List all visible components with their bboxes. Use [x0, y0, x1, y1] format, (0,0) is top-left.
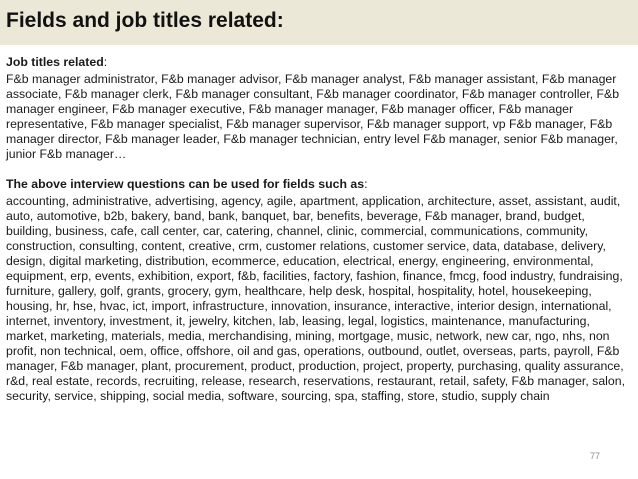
slide-title-bar: [0, 0, 638, 45]
page-number: 77: [589, 451, 600, 461]
slide-content: [6, 55, 632, 404]
job-titles-heading-colon: :: [103, 55, 108, 69]
job-titles-heading-label: Job titles related: [6, 55, 104, 69]
fields-heading-label: The above interview questions can be used for fields such as: [6, 177, 365, 191]
section-spacer: [6, 162, 632, 177]
slide-title: Fields and job titles related:: [6, 9, 284, 32]
fields-heading-colon: :: [364, 177, 368, 191]
job-titles-heading: [6, 55, 632, 70]
fields-heading: [6, 177, 632, 192]
job-titles-text: F&b manager administrator, F&b manager advisor, F&b manager analyst, F&b manager assistant, F&b manager associate, F&b manager clerk, F&b manager consultant, F&b manager coordinator, F&b manager controller, F&b manager engineer, F&b manager executive, F&b manager manager, F&b manager officer, F&b manager representative, F&b manager specialist, F&b manager supervisor, F&b manager support, vp F&b manager, F&b manager director, F&b manager leader, F&b manager technician, entry level F&b manager, senior F&b manager, junior F&b manager…: [6, 72, 620, 161]
fields-text: accounting, administrative, advertising, agency, agile, apartment, application, architecture, asset, assistant, audit, auto, automotive, b2b, bakery, band, bank, banquet, bar, benefits, beverage, F&b manager, brand, budget, building, business, cafe, call center, car, catering, channel, clinic, commercial, communications, community, construction, consulting, content, creative, crm, customer relations, customer service, data, database, delivery, design, digital marketing, distribution, ecommerce, education, electrical, energy, engineering, environmental, equipment, erp, events, exhibition, export, f&b, facilities, factory, fashion, finance, fmcg, food industry, fundraising, furniture, gallery, golf, grants, grocery, gym, healthcare, help desk, hospital, hospitality, hotel, housekeeping, housing, hr, hse, hvac, ict, import, infrastructure, innovation, insurance, interactive, interior design, international, internet, inventory, investment, it, jewelry, kitchen, lab, leasing, legal, logistics, maintenance, manufacturing, market, marketing, materials, media, merchandising, mining, mortgage, music, network, new car, ngo, nhs, non profit, non technical, oem, office, offshore, oil and gas, operations, outbound, outlet, overseas, parts, payroll, F&b manager, F&b manager, plant, procurement, product, production, project, property, purchasing, quality assurance, r&d, real estate, records, recruiting, release, research, reservations, restaurant, retail, safety, F&b manager, salon, security, service, shipping, social media, software, sourcing, spa, staffing, store, studio, supply chain: [6, 194, 625, 403]
